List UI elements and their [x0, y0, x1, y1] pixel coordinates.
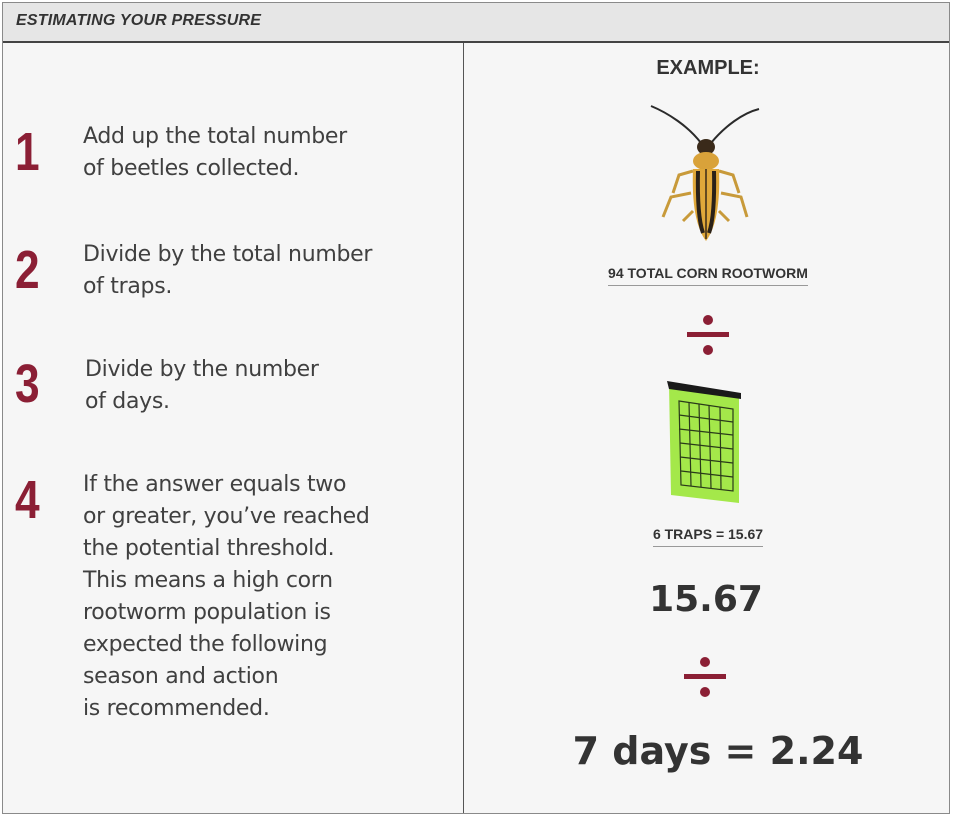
step-3-number: 3 [15, 354, 40, 414]
step-4-text: If the answer equals two or greater, you’ve reached the potential threshold. This means a high corn rootworm population is expected the following season and action is recommended. [83, 472, 370, 721]
page-title: ESTIMATING YOUR PRESSURE [16, 12, 262, 29]
step-1-number: 1 [15, 122, 40, 182]
beetle-total-caption [463, 265, 953, 281]
step-3-text: Divide by the number of days. [85, 357, 319, 414]
final-result: 7 days = 2.24 [572, 729, 864, 773]
step-2-text: Divide by the total number of traps. [83, 242, 373, 299]
step-4-number: 4 [15, 470, 40, 530]
beetle-icon [643, 101, 773, 247]
column-divider [463, 43, 464, 813]
step-1-text: Add up the total number of beetles collected. [83, 124, 347, 181]
sticky-trap-icon [663, 379, 745, 507]
trap-caption-text: 6 TRAPS = 15.67 [653, 526, 763, 547]
step-2-number: 2 [15, 240, 40, 300]
divide-icon [683, 655, 727, 699]
beetle-total-text: 94 TOTAL CORN ROOTWORM [608, 265, 808, 286]
header-bar [3, 3, 949, 43]
divide-icon [686, 313, 730, 357]
infographic-panel [2, 2, 950, 814]
example-title: EXAMPLE: [656, 57, 760, 79]
intermediate-value: 15.67 [649, 579, 763, 620]
trap-caption [463, 526, 953, 542]
